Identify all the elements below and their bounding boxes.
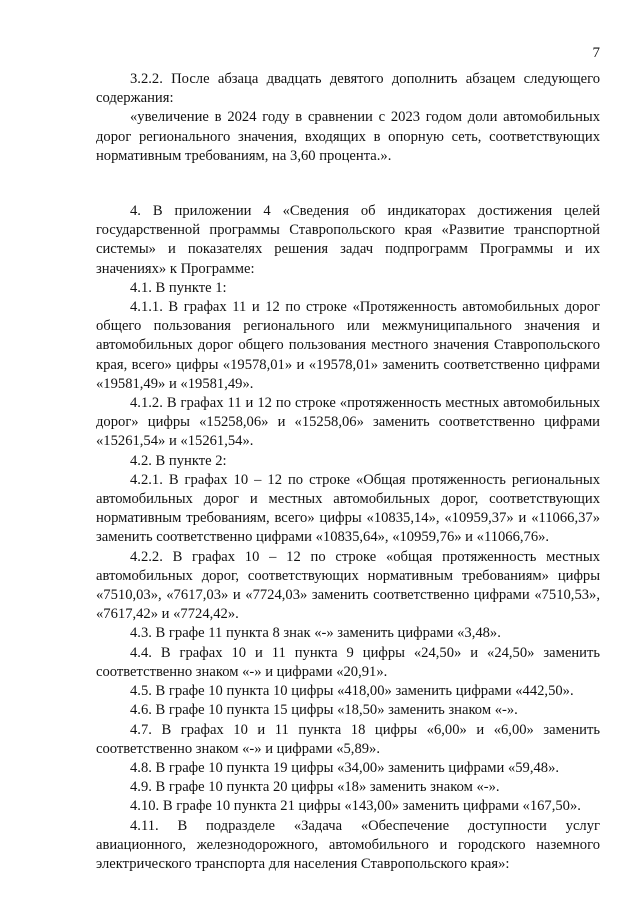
paragraph-3-2-2: 3.2.2. После абзаца двадцать девятого дополнить абзацем следующего содержания: [96, 71, 600, 107]
paragraph-4-1: 4.1. В пункте 1: [130, 279, 227, 296]
paragraph-quote: «увеличение в 2024 году в сравнении с 2023 годом доли автомобильных дорог регионального значения, входящих в опорную сеть, соответствующих нормативным требованиям, на 3,60 процента.». [96, 109, 600, 164]
paragraph-4-10: 4.10. В графе 10 пункта 21 цифры «143,00» заменить цифрами «167,50». [130, 798, 581, 815]
paragraph-4-2-1: 4.2.1. В графах 10 – 12 по строке «Общая протяженность региональных автомобильных дорог и местных автомобильных дорог, соответствующих нормативным требованиям, всего» цифры «10835,14», «10959,37» и «11066,37» заменить соответственно цифрами «10835,64», «10959,76» и «11066,76». [96, 471, 600, 546]
paragraph-4-2-2: 4.2.2. В графах 10 – 12 по строке «общая протяженность местных автомобильных дорог, соответствующих нормативным требованиям» цифры «7510,03», «7617,03» и «7724,03» заменить соответственно цифрами «7510,53», «7617,42» и «7724,42». [96, 548, 600, 623]
paragraph-4-8: 4.8. В графе 10 пункта 19 цифры «34,00» заменить цифрами «59,48». [130, 759, 560, 776]
paragraph-4-1-1: 4.1.1. В графах 11 и 12 по строке «Протяженность автомобильных дорог общего пользования регионального или межмуниципального значения и автомобильных дорог общего пользования местного значения Ставропольского края, всего» цифры «19578,01» и «19578,01» заменить соответственно цифрами «19581,49» и «19581,49». [96, 299, 600, 392]
paragraph-4: 4. В приложении 4 «Сведения об индикаторах достижения целей государственной программы Ставропольского края «Развитие транспортной системы» и показателях решения задач подпрограмм Программы и их значениях» к Программе: [96, 203, 600, 277]
paragraph-4-3: 4.3. В графе 11 пункта 8 знак «-» заменить цифрами «3,48». [130, 625, 501, 642]
paragraph-4-1-2: 4.1.2. В графах 11 и 12 по строке «протяженность местных автомобильных дорог» цифры «15258,06» и «15258,06» заменить соответственно цифрами «15261,54» и «15261,54». [96, 395, 600, 450]
paragraph-4-9: 4.9. В графе 10 пункта 20 цифры «18» заменить знаком «-». [130, 779, 500, 796]
section-gap [96, 166, 600, 202]
paragraph-4-7: 4.7. В графах 10 и 11 пункта 18 цифры «6,00» и «6,00» заменить соответственно знаком «-» и цифрами «5,89». [96, 721, 600, 757]
paragraph-4-11: 4.11. В подразделе «Задача «Обеспечение доступности услуг авиационного, железнодорожного, автомобильного и городского наземного электрического транспорта для населения Ставропольского края»: [96, 817, 600, 872]
paragraph-4-5: 4.5. В графе 10 пункта 10 цифры «418,00» заменить цифрами «442,50». [130, 683, 574, 700]
paragraph-4-6: 4.6. В графе 10 пункта 15 цифры «18,50» заменить знаком «-». [130, 702, 518, 719]
paragraph-4-2: 4.2. В пункте 2: [130, 452, 227, 469]
page-number: 7 [592, 45, 600, 61]
paragraph-4-4: 4.4. В графах 10 и 11 пункта 9 цифры «24,50» и «24,50» заменить соответственно знаком «-» и цифрами «20,91». [96, 644, 600, 680]
